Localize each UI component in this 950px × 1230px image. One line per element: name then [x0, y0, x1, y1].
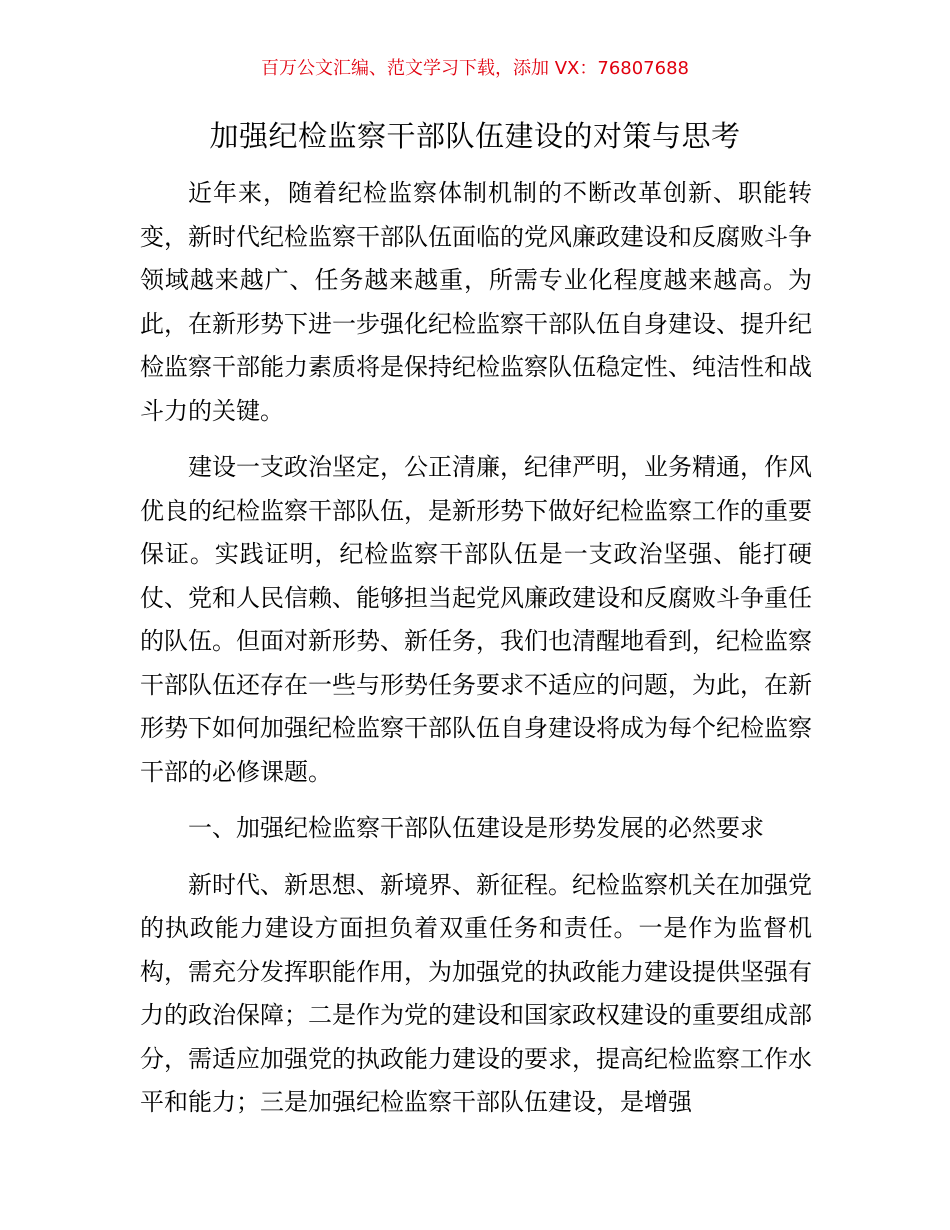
paragraph-team-building: 建设一支政治坚定，公正清廉，纪律严明，业务精通，作风优良的纪检监察干部队伍，是新形势下做好纪检监察工作的重要保证。实践证明，纪检监察干部队伍是一支政治坚强、能打硬仗、党和人民信赖、能够担当起党风廉政建设和反腐败斗争重任的队伍。但面对新形势、新任务，我们也清醒地看到，纪检监察干部队伍还存在一些与形势任务要求不适应的问题，为此，在新形势下如何加强纪检监察干部队伍自身建设将成为每个纪检监察干部的必修课题。 — [140, 453, 812, 786]
section-heading-1: 一、加强纪检监察干部队伍建设是形势发展的必然要求 — [188, 814, 764, 842]
paragraph-intro: 近年来，随着纪检监察体制机制的不断改革创新、职能转变，新时代纪检监察干部队伍面临的党风廉政建设和反腐败斗争领域越来越广、任务越来越重，所需专业化程度越来越高。为此，在新形势下进一步强化纪检监察干部队伍自身建设、提升纪检监察干部能力素质将是保持纪检监察队伍稳定性、纯洁性和战斗力的关键。 — [140, 179, 812, 425]
header-banner: 百万公文汇编、范文学习下载，添加 VX：76807688 — [261, 58, 689, 79]
paragraph-section-1: 新时代、新思想、新境界、新征程。纪检监察机关在加强党的执政能力建设方面担负着双重任务和责任。一是作为监督机构，需充分发挥职能作用，为加强党的执政能力建设提供坚强有力的政治保障；二是作为党的建设和国家政权建设的重要组成部分，需适应加强党的执政能力建设的要求，提高纪检监察工作水平和能力；三是加强纪检监察干部队伍建设，是增强 — [140, 870, 812, 1116]
document-title: 加强纪检监察干部队伍建设的对策与思考 — [209, 119, 741, 153]
document-body — [140, 172, 812, 1125]
